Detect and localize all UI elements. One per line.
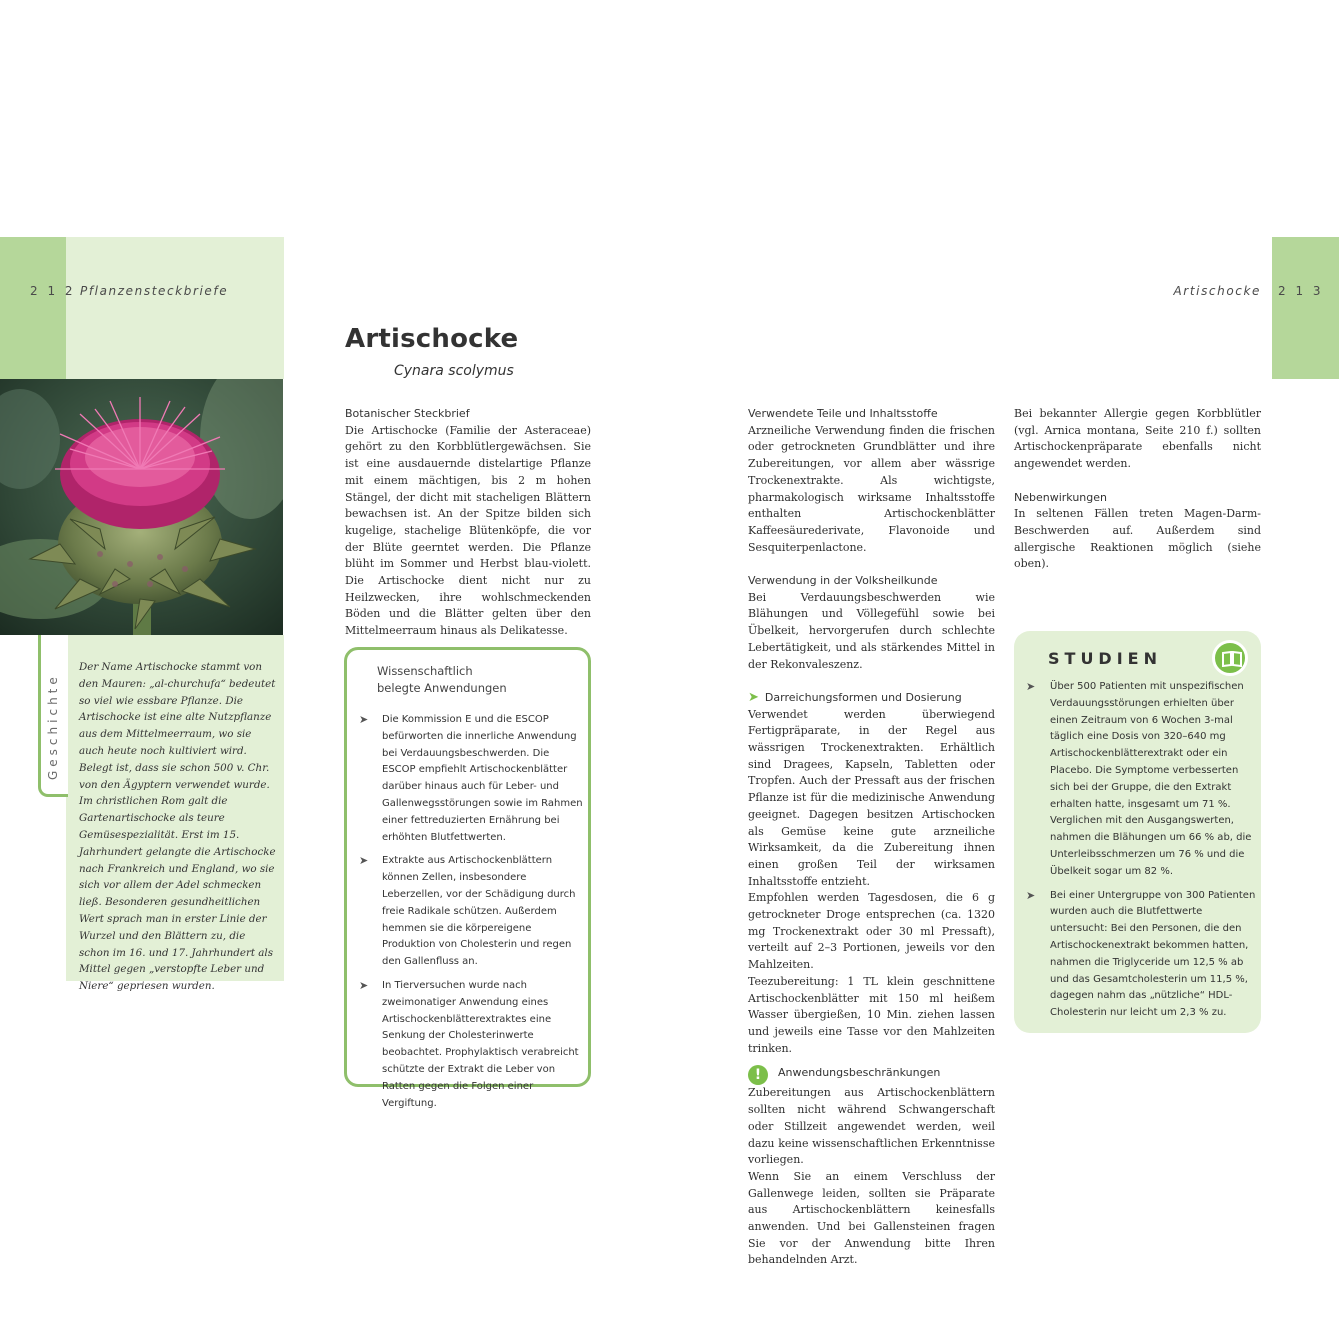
restrictions-text-3: Bei bekannter Allergie gegen Korbblütler (vgl. Arnica montana, Seite 210 f.) sollten Artischockenpräparate ebenfalls nicht angewendet werden. (1014, 407, 1261, 471)
list-item-text: Die Kommission E und die ESCOP befürworten die innerliche Anwendung bei Verdauungsbeschwerden. Die ESCOP empfiehlt Artischockenblätter darüber hinaus auch für Leber- und Gallenwegsstörungen sowie im Rahmen einer fettreduzierten Ernährung bei erhöhten Blutfettwerten. (382, 714, 583, 843)
latin-name: Cynara scolymus (394, 363, 514, 379)
list-item (357, 978, 585, 1112)
list-item (357, 712, 585, 846)
arrow-icon: ➤ (359, 854, 369, 868)
history-label-container (44, 648, 64, 788)
restrictions-text: Zubereitungen aus Artischockenblättern sollten nicht während Schwangerschaft oder Stillzeit angewendet werden, weil dazu keine wissenschaftlichen Erkenntnisse vorliegen. (748, 1086, 995, 1167)
history-text: Der Name Artischocke stammt von den Mauren: „al-churchufa“ bedeutet so viel wie essbare Pflanze. Die Artischocke ist eine alte Nutzpflanze aus dem Mittelmeerraum, wo sie auch heute noch kultiviert wird. Belegt ist, dass sie schon 500 v. Chr. von den Ägyptern verwendet wurde. Im christlichen Rom galt die Gartenartischocke als teure Gemüsespezialität. Erst im 15. Jahrhundert gelangte die Artischocke nach Frankreich und England, wo sie sich vor allem der Adel schmecken ließ. Besonderen gesundheitlichen Wert sprach man in erster Linie der Wurzel und den Blättern zu, die schon im 16. und 17. Jahrhundert als Mittel gegen „verstopfte Leber und Niere“ gepriesen wurden. (79, 661, 276, 993)
restrictions-heading-row (748, 1065, 995, 1085)
dosage-heading-row (748, 690, 995, 707)
dosage-text-2: Empfohlen werden Tagesdosen, die 6 g getrockneter Droge entsprechen (ca. 1320 mg Trockenextrakt oder 30 ml Pressaft), verteilt auf 2–3 Portionen, jeweils vor den Mahlzeiten. (748, 891, 995, 972)
scientific-box-title-line2: belegte Anwendungen (377, 680, 507, 695)
scientific-box-title-line1: Wissenschaftlich (377, 664, 473, 678)
list-item (1024, 679, 1256, 881)
list-item (357, 853, 585, 971)
restrictions-heading: Anwendungsbeschränkungen (778, 1066, 941, 1080)
green-arrow-icon: ➤ (748, 689, 759, 705)
studies-list (1024, 679, 1256, 1029)
header-band-left-title (66, 237, 284, 379)
botanical-text: Die Artischocke (Familie der Asteraceae) gehört zu den Korbblütlergewächsen. Sie ist eine ausdauernde distelartige Pflanze mit einem mächtigen, bis 2 m hohen Stängel, der dicht mit stacheligen Blättern bewachsen ist. An der Spitze bilden sich kugelige, stachelige Blütenköpfe, die vor der Blüte geerntet werden. Die Pflanze blüht im Sommer und Herbst blau-violett. Die Artischocke dient nicht nur zu Heilzwecken, ihre wohlschmeckenden Böden und die Blätter gelten über den Mittelmeerraum hinaus als Delikatesse. (345, 423, 591, 638)
header-band-right-number (1272, 237, 1339, 379)
arrow-icon: ➤ (359, 713, 369, 726)
page-number-right: 2 1 3 (1278, 284, 1324, 298)
list-item (1024, 888, 1256, 1022)
side-effects-heading: Nebenwirkungen (1014, 490, 1107, 504)
botanical-heading: Botanischer Steckbrief (345, 407, 470, 420)
header-band-left-number (0, 237, 66, 379)
running-title-left: Pflanzensteckbriefe (80, 284, 229, 298)
arrow-icon: ➤ (359, 978, 369, 992)
column-botanical (345, 406, 591, 640)
artichoke-photo (0, 379, 283, 635)
studies-box (1014, 631, 1261, 1033)
folk-text: Bei Verdauungsbeschwerden wie Blähungen und Völlegefühl sowie bei Übelkeit, hervorgerufen durch schlechte Lebertätigkeit, und als stärkendes Mittel in der Rekonvaleszenz. (748, 590, 995, 671)
column-side-effects (1014, 406, 1261, 573)
arrow-icon: ➤ (1026, 888, 1036, 902)
book-icon (1212, 640, 1248, 676)
running-title-right: Artischocke (1173, 284, 1261, 298)
folk-heading: Verwendung in der Volksheilkunde (748, 574, 938, 588)
exclamation-icon: ! (748, 1065, 768, 1085)
arrow-icon: ➤ (1026, 680, 1036, 693)
restrictions-text-2: Wenn Sie an einem Verschluss der Gallenwege leiden, sollten sie Präparate aus Artischockenblättern keinesfalls anwenden. Und bei Gallensteinen fragen Sie vor der Anwendung bitte Ihren behandelnden Arzt. (748, 1169, 995, 1267)
history-label: Geschichte (46, 673, 60, 780)
scientific-list (357, 712, 585, 1119)
page-title: Artischocke (345, 324, 519, 354)
page-number-left: 2 1 2 (30, 284, 76, 298)
scientific-box-title (377, 663, 577, 696)
artichoke-illustration (0, 379, 283, 635)
side-effects-text: In seltenen Fällen treten Magen-Darm-Beschwerden auf. Außerdem sind allergische Reaktionen möglich (siehe oben). (1014, 507, 1261, 571)
parts-text: Arzneiliche Verwendung finden die frischen oder getrockneten Grundblätter und ihre Zubereitungen, vor allem aber wässrige Trockenextrakte. Als wichtigste, pharmakologisch wirksame Inhaltsstoffe enthalten Artischockenblätter Kaffeesäurederivate, Flavonoide und Sesquiterpenlactone. (748, 423, 995, 554)
column-usage (748, 406, 995, 1269)
list-item-text: Bei einer Untergruppe von 300 Patienten wurden auch die Blutfettwerte untersucht: Bei den Personen, die den Artischockenextrakt bekommen hatten, nahmen die Triglyceride um 12,5 % ab und das Gesamtcholesterin um 11,5 %, dagegen nahm das „nützliche“ HDL-Cholesterin nur leicht um 2,3 % zu. (1050, 889, 1256, 1019)
dosage-text: Verwendet werden überwiegend Fertigpräparate, in der Regel aus wässrigen Trockenextrakten. Erhältlich sind Dragees, Kapseln, Tabletten oder Tropfen. Auch der Pressaft aus der frischen Pflanze ist für die medizinische Anwendung geeignet. Dagegen besitzen Artischocken als Gemüse keine gute arzneiliche Wirksamkeit, da die Zubereitung ihnen einen großen Teil der wirksamen Inhaltsstoffe entzieht. (748, 707, 995, 888)
scientific-applications-box (344, 647, 591, 1109)
dosage-heading: Darreichungsformen und Dosierung (764, 690, 962, 704)
list-item-text: In Tierversuchen wurde nach zweimonatiger Anwendung eines Artischockenblätterextraktes eine Senkung der Cholesterinwerte beobachtet. Prophylaktisch verabreicht schützte der Extrakt die Leber von Ratten gegen die Folgen einer Vergiftung. (382, 979, 579, 1109)
list-item-text: Über 500 Patienten mit unspezifischen Verdauungsstörungen erhielten über einen Zeitraum von 6 Wochen 3-mal täglich eine Dosis von 320–640 mg Artischockenblätterextrakt oder ein Placebo. Die Symptome verbesserten sich bei der Gruppe, die den Extrakt erhalten hatte, insgesamt um 71 %. Verglichen mit den Ausgangswerten, nahmen die Blähungen um 66 % ab, die Unterleibsschmerzen um 76 % und die Übelkeit sogar um 82 %. (1050, 681, 1252, 877)
dosage-text-3: Teezubereitung: 1 TL klein geschnittene Artischockenblätter mit 150 ml heißem Wasser übergießen, 10 Min. ziehen lassen und jeweils eine Tasse vor den Mahlzeiten trinken. (748, 974, 995, 1055)
studies-title: STUDIEN (1048, 649, 1162, 668)
parts-heading: Verwendete Teile und Inhaltsstoffe (748, 407, 938, 420)
list-item-text: Extrakte aus Artischockenblättern können Zellen, insbesondere Leberzellen, vor der Schädigung durch freie Radikale schützen. Außerdem hemmen sie die körpereigene Produktion von Cholesterin und regen den Gallenfluss an. (382, 855, 576, 968)
